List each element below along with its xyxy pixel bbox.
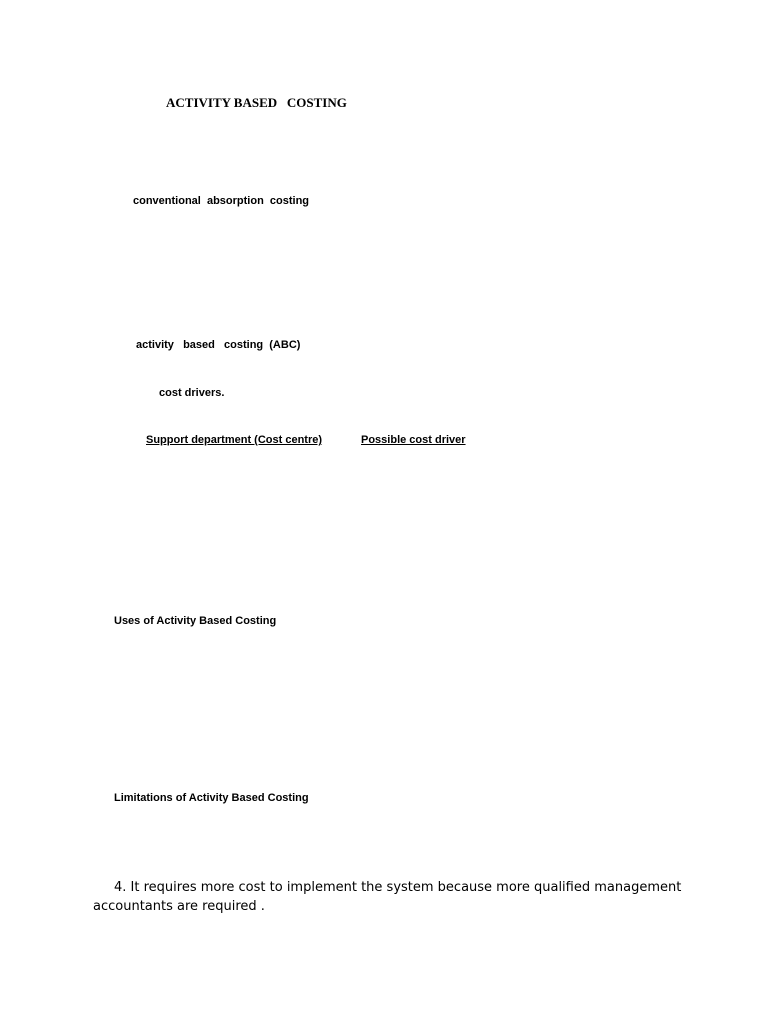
- table-header-support-department: Support department (Cost centre): [146, 434, 323, 446]
- heading-uses: Uses of Activity Based Costing: [114, 615, 277, 627]
- term-cost-drivers: cost drivers.: [159, 387, 225, 399]
- table-header-possible-cost-driver: Possible cost driver: [361, 434, 466, 446]
- document-title: ACTIVITY BASED COSTING: [166, 95, 347, 110]
- term-conventional-absorption-costing: conventional absorption costing: [133, 195, 310, 207]
- term-activity-based-costing: activity based costing (ABC): [136, 339, 301, 351]
- paragraph-line-1: 4. It requires more cost to implement the system because more qualified management: [114, 880, 682, 895]
- paragraph-line-2: accountants are required .: [93, 899, 265, 914]
- heading-limitations: Limitations of Activity Based Costing: [114, 792, 309, 804]
